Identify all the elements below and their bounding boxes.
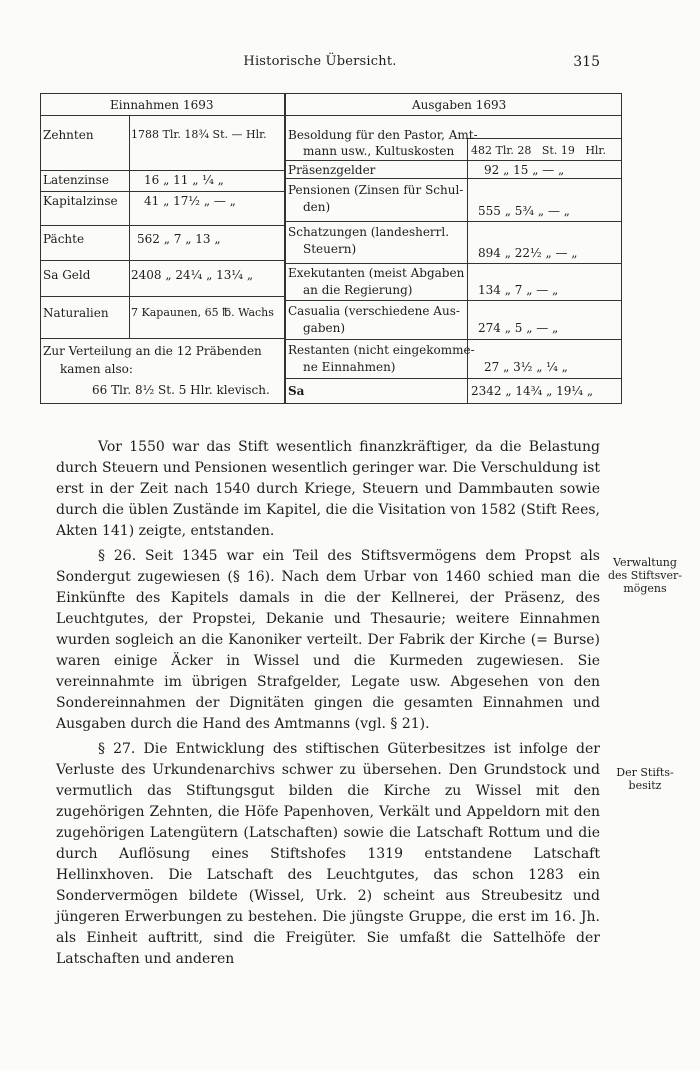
page-header	[40, 54, 600, 74]
running-title: Historische Übersicht.	[243, 54, 397, 69]
paragraph: § 26. Seit 1345 war ein Teil des Stiftsvermögens dem Propst als Sondergut zugewiesen (§ 16). Nach dem Urbar von 1460 schied man die Einkünfte des Kapitels damals in die der Kellnerei, der Präsenz, des Leuchtgutes, der Propstei, Dekanie und Thesaurie; weitere Einnahmen wurden sogleich an die Kanoniker verteilt. Der Fabrik der Kirche (= Burse) waren einige Äcker in Wissel und die Kurmeden zugewiesen. Sie vereinnahmte im übrigen Strafgelder, Legate usw. Abgesehen von den Sondereinnahmen der Dignitäten gingen die gesamten Einnahmen und Ausgaben durch die Hand des Amtmanns (vgl. § 21).	[56, 548, 600, 732]
income-row-rule	[40, 191, 285, 192]
income-value: 41 „ 17½ „ — „	[144, 194, 236, 208]
expense-label: Präsenzgelder	[288, 163, 376, 177]
expense-value: 274 „ 5 „ — „	[478, 321, 559, 335]
header-rule	[40, 115, 622, 116]
margin-note-stiftsbesitz	[608, 766, 682, 792]
income-value: 562 „ 7 „ 13 „	[137, 232, 221, 246]
income-label: Sa Geld	[43, 268, 91, 282]
margin-note-line: Der Stifts-	[616, 766, 674, 779]
finance-table	[40, 93, 622, 405]
expense-row-rule	[286, 221, 622, 222]
expense-sum-label: Sa	[288, 384, 305, 398]
expense-value: 92 „ 15 „ — „	[484, 163, 565, 177]
income-value: 7 Kapaunen, 65 ℔. Wachs	[131, 306, 274, 319]
expense-sum-value: 2342 „ 14¾ „ 19¼ „	[471, 384, 594, 398]
expense-label: an die Regierung)	[303, 283, 413, 297]
income-label: Pächte	[43, 232, 85, 246]
expense-label: ne Einnahmen)	[303, 360, 396, 374]
table-top-rule	[40, 93, 622, 94]
margin-note-line: Verwaltung	[613, 556, 677, 569]
expense-label: Besoldung für den Pastor, Amt-	[288, 128, 478, 142]
expense-value-header-rule	[468, 138, 622, 139]
expense-label: den)	[303, 200, 331, 214]
margin-note-line: besitz	[628, 779, 662, 792]
expense-label: gaben)	[303, 321, 346, 335]
income-value: 1788 Tlr. 18¾ St. — Hlr.	[131, 128, 267, 141]
income-label: Latenzinse	[43, 173, 109, 187]
income-row-rule	[40, 170, 285, 171]
expense-row-rule	[286, 263, 622, 264]
table-bottom-rule	[40, 403, 622, 404]
expense-value: 555 „ 5¾ „ — „	[478, 204, 570, 218]
expense-label: Exekutanten (meist Abgaben	[288, 266, 465, 280]
distribution-note: Zur Verteilung an die 12 Präbenden	[43, 344, 262, 358]
expense-value: 27 „ 3½ „ ¼ „	[484, 360, 568, 374]
expense-heading: Ausgaben 1693	[412, 98, 507, 112]
expense-row-rule	[286, 300, 622, 301]
expense-row-rule	[286, 378, 622, 379]
expense-label: Pensionen (Zinsen für Schul-	[288, 183, 464, 197]
margin-note-line: des Stiftsver-	[608, 569, 683, 582]
expense-label: Restanten (nicht eingekomme-	[288, 343, 475, 357]
paragraph: § 27. Die Entwicklung des stiftischen Güterbesitzes ist infolge der Verluste des Urkundenarchivs schwer zu übersehen. Den Grundstock und vermutlich das Stiftungsgut bilden die Kirche zu Wissel mit den zugehörigen Zehnten, die Höfe Papenhoven, Verkält und Appeldorn mit den zugehörigen Latengütern (Latschaften) sowie die Latschaft Rottum und die durch Auflösung eines Stiftshofes 1319 entstandene Latschaft Hellinxhoven. Die Latschaft des Leuchtgutes, das schon 1283 ein Sondervermögen bildete (Wissel, Urk. 2) scheint aus Streubesitz und jüngeren Erwerbungen zu bestehen. Die jüngste Gruppe, die erst im 16. Jh. als Einheit auftritt, sind die Freigüter. Sie umfaßt die Sattelhöfe der Latschaften und anderen	[56, 741, 600, 967]
income-row-rule	[40, 338, 285, 339]
income-value: 16 „ 11 „ ¼ „	[144, 173, 224, 187]
table-left-rule	[40, 93, 41, 404]
margin-note-verwaltung	[608, 556, 682, 595]
expense-label: mann usw., Kultuskosten	[303, 144, 455, 158]
expense-label: Schatzungen (landesherrl.	[288, 225, 450, 239]
distribution-note: kamen also:	[60, 362, 133, 376]
expense-label: Casualia (verschiedene Aus-	[288, 304, 460, 318]
expense-value: 482 Tlr. 28 St. 19 Hlr.	[471, 144, 606, 157]
table-right-rule	[621, 93, 622, 404]
middle-col-sep	[284, 93, 286, 404]
expense-value: 894 „ 22½ „ — „	[478, 246, 578, 260]
income-row-rule	[40, 260, 285, 261]
page-number: 315	[573, 54, 600, 70]
income-value: 2408 „ 24¼ „ 13¼ „	[131, 268, 254, 282]
income-label: Naturalien	[43, 306, 109, 320]
body-text	[56, 437, 600, 974]
expense-row-rule	[286, 160, 622, 161]
expense-row-rule	[286, 178, 622, 179]
income-row-rule	[40, 225, 285, 226]
distribution-amount: 66 Tlr. 8½ St. 5 Hlr. klevisch.	[92, 383, 270, 397]
expense-value: 134 „ 7 „ — „	[478, 283, 559, 297]
expense-label: Steuern)	[303, 242, 357, 256]
expense-row-rule	[286, 339, 622, 340]
paragraph: Vor 1550 war das Stift wesentlich finanzkräftiger, da die Belastung durch Steuern und Pensionen wesentlich geringer war. Die Verschuldung ist erst in der Zeit nach 1540 durch Kriege, Steuern und Dammbauten sowie durch die üblen Zustände im Kapitel, die die Visitation von 1582 (Stift Rees, Akten 141) zeigte, entstanden.	[56, 439, 600, 539]
income-label: Kapitalzinse	[43, 194, 118, 208]
income-heading: Einnahmen 1693	[110, 98, 214, 112]
income-col-sep	[129, 116, 130, 338]
income-row-rule	[40, 296, 285, 297]
margin-note-line: mögens	[623, 582, 667, 595]
income-label: Zehnten	[43, 128, 94, 142]
